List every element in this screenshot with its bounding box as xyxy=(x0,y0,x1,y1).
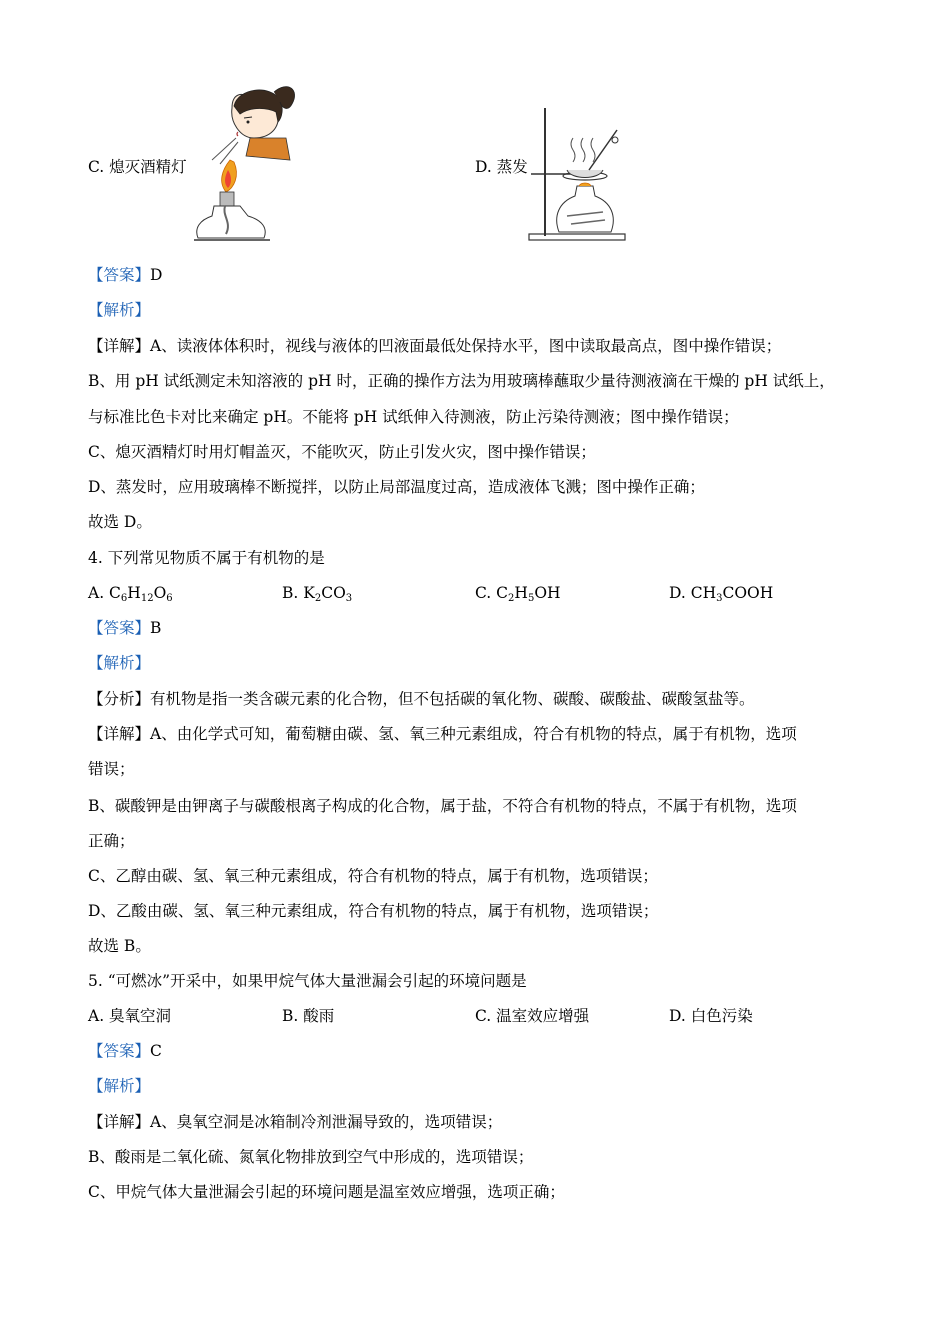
q5-option-b: B. 酸雨 xyxy=(282,1007,335,1025)
q3-detail-c: C、熄灭酒精灯时用灯帽盖灭，不能吹灭，防止引发火灾，图中操作错误； xyxy=(88,443,596,461)
q4-detail-b1: B、碳酸钾是由钾离子与碳酸根离子构成的化合物，属于盐，不符合有机物的特点，不属于有机物，选项 xyxy=(88,797,797,815)
evaporation-apparatus-illustration xyxy=(527,104,629,244)
q5-detail-c: C、甲烷气体大量泄漏会引起的环境问题是温室效应增强，选项正确； xyxy=(88,1183,565,1201)
q3-detail-a: 【详解】A、读液体体积时，视线与液体的凹液面最低处保持水平，图中读取最高点，图中操作错误； xyxy=(88,337,782,355)
q4-detail-d: D、乙酸由碳、氢、氧三种元素组成，符合有机物的特点，属于有机物，选项错误； xyxy=(88,902,659,920)
q5-detail-a: 【详解】A、臭氧空洞是冰箱制冷剂泄漏导致的，选项错误； xyxy=(88,1113,503,1131)
q5-stem: 5. “可燃冰”开采中，如果甲烷气体大量泄漏会引起的环境问题是 xyxy=(88,972,527,990)
q3-option-c: C. 熄灭酒精灯 xyxy=(88,158,187,176)
q5-detail-b: B、酸雨是二氧化硫、氮氧化物排放到空气中形成的，选项错误； xyxy=(88,1148,534,1166)
q3-answer: 【答案】D xyxy=(88,266,163,284)
q5-option-a: A. 臭氧空洞 xyxy=(88,1007,172,1025)
q5-option-d: D. 白色污染 xyxy=(669,1007,753,1025)
q5-analysis-tag: 【解析】 xyxy=(88,1077,151,1095)
q5-option-c: C. 温室效应增强 xyxy=(475,1007,590,1025)
q3-detail-d: D、蒸发时，应用玻璃棒不断搅拌，以防止局部温度过高，造成液体飞溅；图中操作正确； xyxy=(88,478,705,496)
q3-option-d: D. 蒸发 xyxy=(475,158,528,176)
q4-stem: 4. 下列常见物质不属于有机物的是 xyxy=(88,549,325,567)
q3-analysis-tag: 【解析】 xyxy=(88,301,151,319)
q4-answer: 【答案】B xyxy=(88,619,162,637)
q4-option-c: C. $C_2H_5OH$ xyxy=(475,584,561,604)
blowing-out-lamp-illustration xyxy=(192,78,300,244)
q4-option-d: D. $CH_3COOH$ xyxy=(669,584,774,604)
q4-fenxi: 【分析】有机物是指一类含碳元素的化合物，但不包括碳的氧化物、碳酸、碳酸盐、碳酸氢盐等。 xyxy=(88,690,755,708)
q3-detail-b1: B、用 pH 试纸测定未知溶液的 pH 时，正确的操作方法为用玻璃棒蘸取少量待测液滴在干燥的 pH 试纸上， xyxy=(88,372,835,390)
q4-detail-c: C、乙醇由碳、氢、氧三种元素组成，符合有机物的特点，属于有机物，选项错误； xyxy=(88,867,658,885)
q4-analysis-tag: 【解析】 xyxy=(88,654,151,672)
q4-detail-a2: 错误； xyxy=(88,760,135,778)
q4-detail-b2: 正确； xyxy=(88,832,135,850)
q3-conclusion: 故选 D。 xyxy=(88,513,152,531)
q5-answer: 【答案】C xyxy=(88,1042,162,1060)
q4-detail-a1: 【详解】A、由化学式可知，葡萄糖由碳、氢、氧三种元素组成，符合有机物的特点，属于有机物，选项 xyxy=(88,725,797,743)
q3-detail-b2: 与标准比色卡对比来确定 pH。不能将 pH 试纸伸入待测液，防止污染待测液；图中操作错误； xyxy=(88,408,739,426)
q4-option-a: A. $C_6H_{12}O_6$ xyxy=(88,584,173,604)
q4-conclusion: 故选 B。 xyxy=(88,937,151,955)
q4-option-b: B. $K_2CO_3$ xyxy=(282,584,353,604)
